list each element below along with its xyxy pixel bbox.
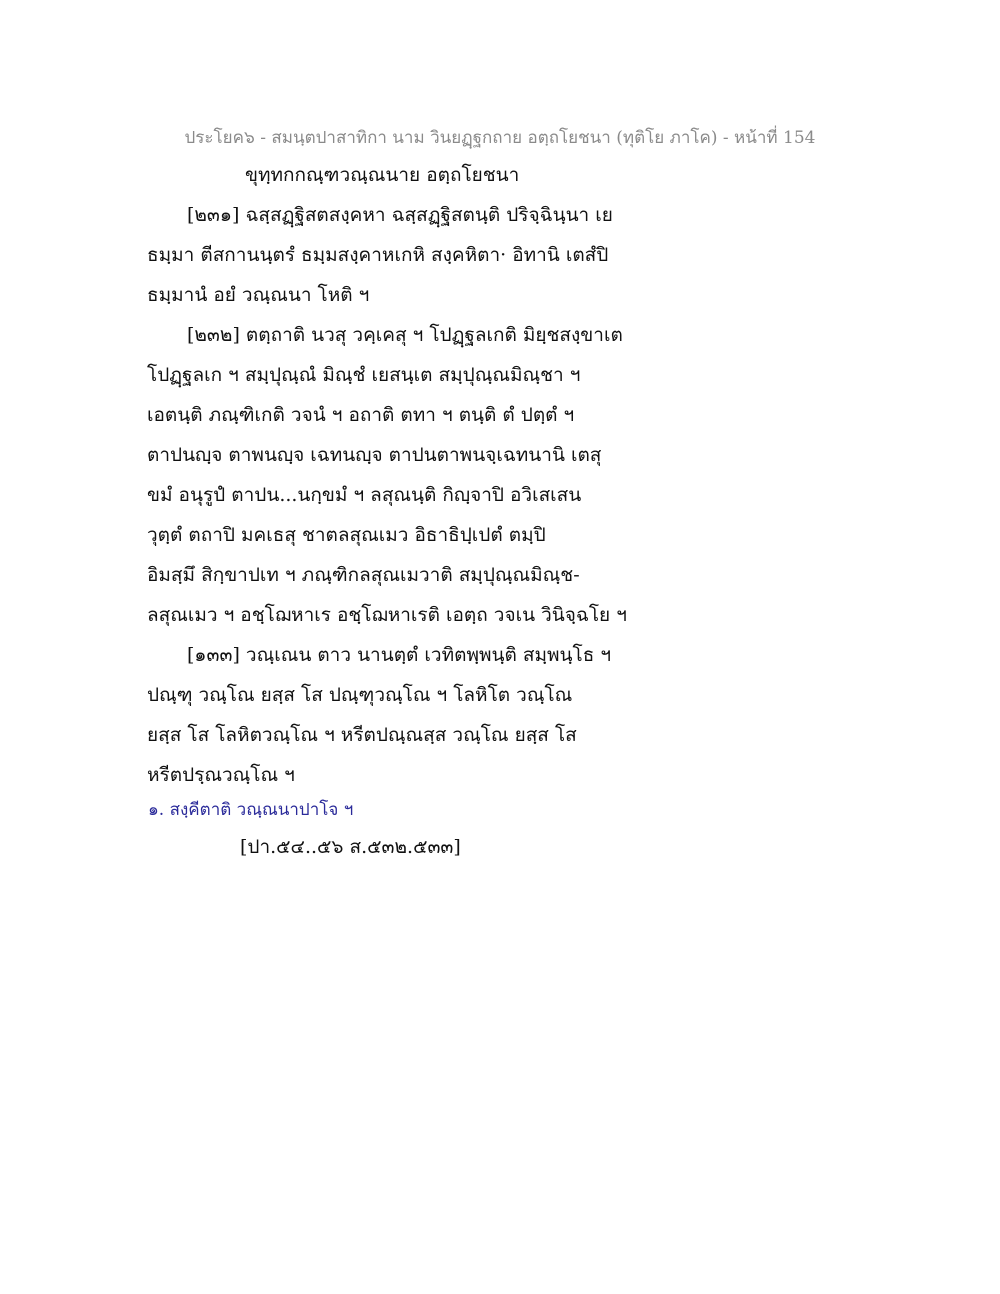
paragraph-line: วุตฺตํ ตถาปิ มคเธสุ ชาตลสุณเมว อิธาธิปฺเปตํ ตมฺปิ: [147, 524, 546, 546]
page-reference: [ปา.๕๔..๕๖ ส.๕๓๒.๕๓๓]: [240, 836, 461, 858]
paragraph-line: อิมสฺมึ สิกฺขาปเท ฯ ภณฺฑิกลสุณเมวาติ สมฺปุณฺณมิณฺช-: [147, 564, 580, 586]
page-header: ประโยค๖ - สมนฺตปาสาทิกา นาม วินยฏฺฐกถาย อตฺถโยชนา (ทุติโย ภาโค) - หน้าที่ 154: [184, 128, 816, 148]
paragraph-line: ตาปนญฺจ ตาพนญฺจ เฉทนญฺจ ตาปนตาพนจฺเฉทนานิ เตสุ: [147, 444, 602, 466]
paragraph-line: ธมฺมา ตีสกานนฺตรํ ธมฺมสงฺคาหเกหิ สงฺคหิตา· อิทานิ เตสํปิ: [147, 244, 609, 266]
paragraph-line: [๒๓๑] ฉสฺสฏฺฐิสตสงฺคหา ฉสฺสฏฺฐิสตนฺติ ปริจฺฉินฺนา เย: [187, 204, 613, 226]
paragraph-line: ลสุณเมว ฯ อชฺโฌหาเร อชฺโฌหาเรติ เอตฺถ วจเน วินิจฺฉโย ฯ: [147, 604, 627, 626]
paragraph-line: โปฏฺฐลเก ฯ สมฺปุณฺณํ มิณฺชํ เยสนฺเต สมฺปุณฺณมิณฺชา ฯ: [147, 364, 581, 386]
section-title: ขุทฺทกกณฺฑวณฺณนาย อตฺถโยชนา: [245, 164, 520, 186]
paragraph-line: ปณฺฑุ วณฺโณ ยสฺส โส ปณฺฑุวณฺโณ ฯ โลหิโต วณฺโณ: [147, 684, 573, 706]
paragraph-line: ขมํ อนุรูปํ ตาปน...นกฺขมํ ฯ ลสุณนฺติ กิญฺจาปิ อวิเสเสน: [147, 484, 582, 506]
paragraph-line: ยสฺส โส โลหิตวณฺโณ ฯ หรีตปณฺณสฺส วณฺโณ ยสฺส โส: [147, 724, 577, 746]
paragraph-line: หรีตปรฺณวณฺโณ ฯ: [147, 764, 295, 786]
paragraph-line: [๑๓๓] วณฺเณน ตาว นานตฺตํ เวทิตพฺพนฺติ สมฺพนฺโธ ฯ: [187, 644, 612, 666]
footnote: ๑. สงฺคีตาติ วณฺณนาปาโจ ฯ: [148, 800, 354, 820]
paragraph-line: เอตนฺติ ภณฺฑิเกติ วจนํ ฯ อถาติ ตทา ฯ ตนฺติ ตํ ปตฺตํ ฯ: [147, 404, 575, 426]
paragraph-line: [๒๓๒] ตตฺถาติ นวสุ วคฺเคสุ ฯ โปฏฺฐลเกติ มิยฺชสงฺขาเต: [187, 324, 623, 346]
paragraph-line: ธมฺมานํ อยํ วณฺณนา โหติ ฯ: [147, 284, 370, 306]
